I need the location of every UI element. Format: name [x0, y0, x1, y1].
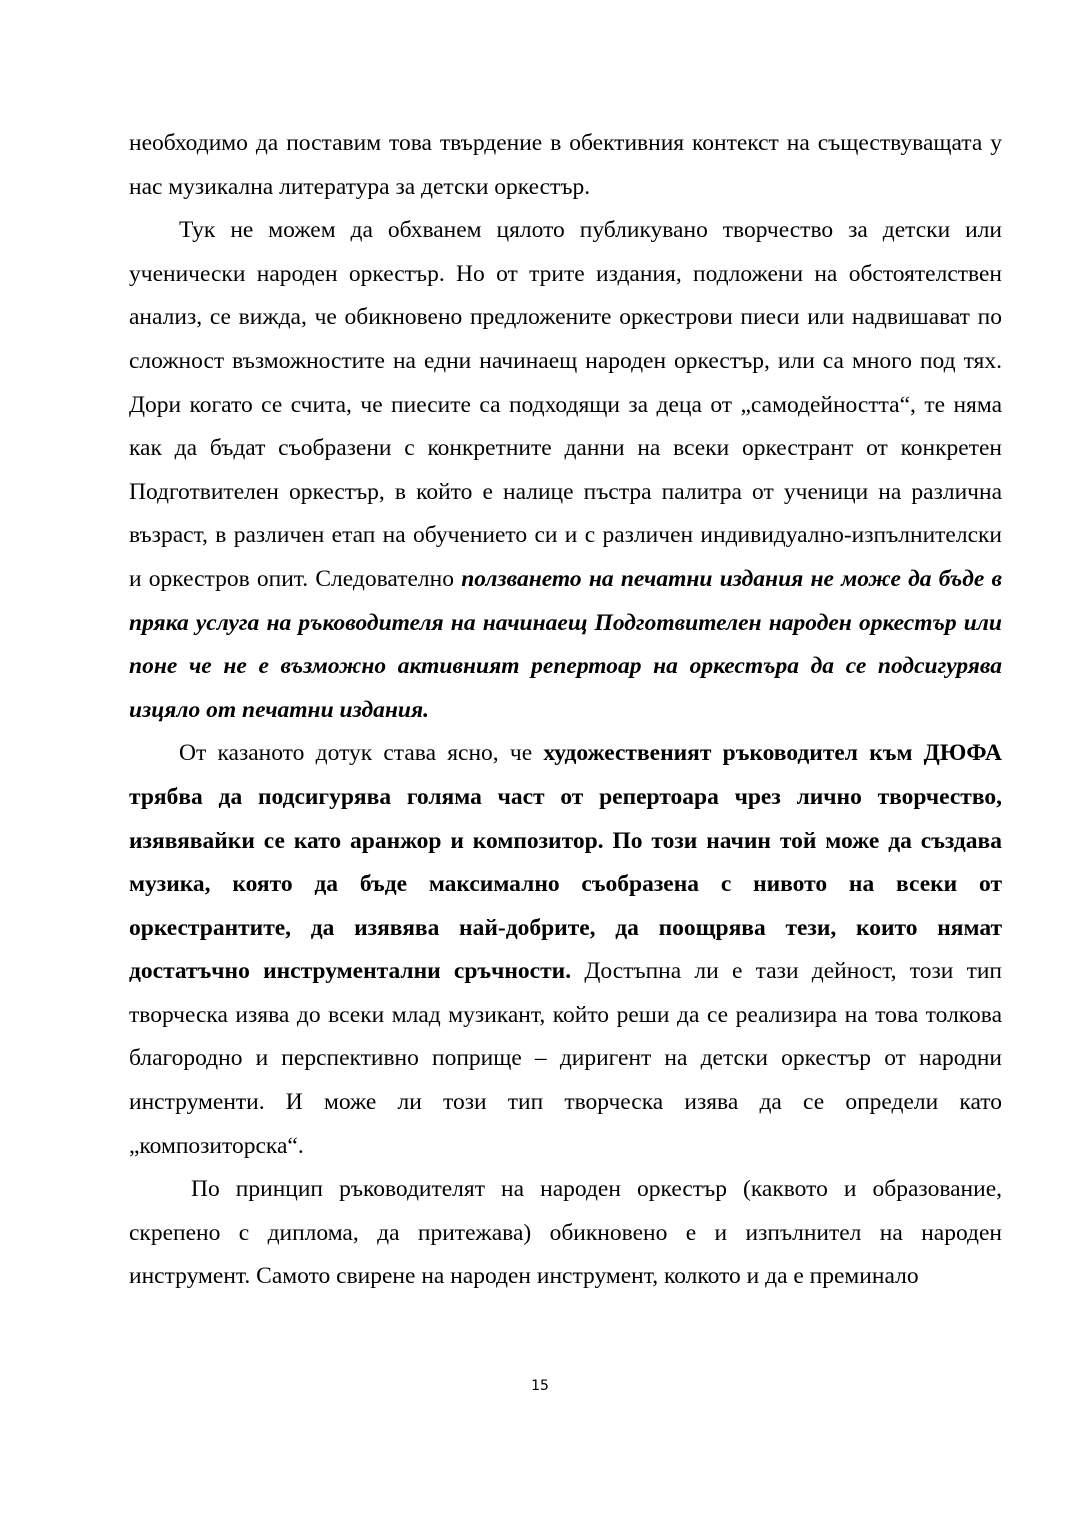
paragraph-4	[129, 1168, 1002, 1299]
body-text	[129, 122, 1002, 1299]
paragraph-2	[129, 209, 1002, 732]
paragraph-3-intro: От казаното дотук става ясно, че	[179, 740, 544, 767]
paragraph-2-emphasis: ползването на печатни издания не може да бъде в пряка услуга на ръководителя на начинаещ Подготвителен народен оркестър или поне че не е възможно активният репертоар на оркестъра да се подсигурява изцяло от печатни издания.	[129, 565, 1002, 723]
paragraph-3-text: Достъпна ли е тази дейност, този тип творческа изява до всеки млад музикант, който реши да се реализира на това толкова благородно и перспективно поприще – диригент на детски оркестър от народни инструменти. И може ли този тип творческа изява да се определи като „композиторска“.	[129, 958, 1003, 1159]
paragraph-3	[129, 732, 1002, 1168]
paragraph-1	[129, 122, 1002, 209]
paragraph-2-text: Тук не можем да обхванем цялото публикувано творчество за детски или ученически народен оркестър. Но от трите издания, подложени на обстоятелствен анализ, се вижда, че обикновено предложените оркестрови пиеси или надвишават по сложност възможностите на едни начинаещ народен оркестър, или са много под тях. Дори когато се счита, че пиесите са подходящи за деца от „самодейността“, те няма как да бъдат съобразени с конкретните данни на всеки оркестрант от конкретен Подготвителен оркестър, в който е налице пъстра палитра от ученици на различна възраст, в различен етап на обучението си и с различен индивидуално-изпълнителски и оркестров опит. Следователно	[129, 217, 1002, 592]
page-number: 15	[531, 1378, 549, 1394]
paragraph-3-bold: художественият ръководител към ДЮФА трябва да подсигурява голяма част от репертоара чрез лично творчество, изявявайки се като аранжор и композитор. По този начин той може да създава музика, която да бъде максимално съобразена с нивото на всеки от оркестрантите, да изявява най-добрите, да поощрява тези, които нямат достатъчно инструментални сръчности.	[129, 740, 1002, 985]
paragraph-4-text: По принцип ръководителят на народен оркестър (каквото и образование, скрепено с диплома, да притежава) обикновено е и изпълнител на народен инструмент. Самото свирене на народен инструмент, колкото и да е преминало	[129, 1176, 1002, 1290]
paragraph-1-text: необходимо да поставим това твърдение в обективния контекст на съществуващата у нас музикална литература за детски оркестър.	[129, 130, 1002, 200]
